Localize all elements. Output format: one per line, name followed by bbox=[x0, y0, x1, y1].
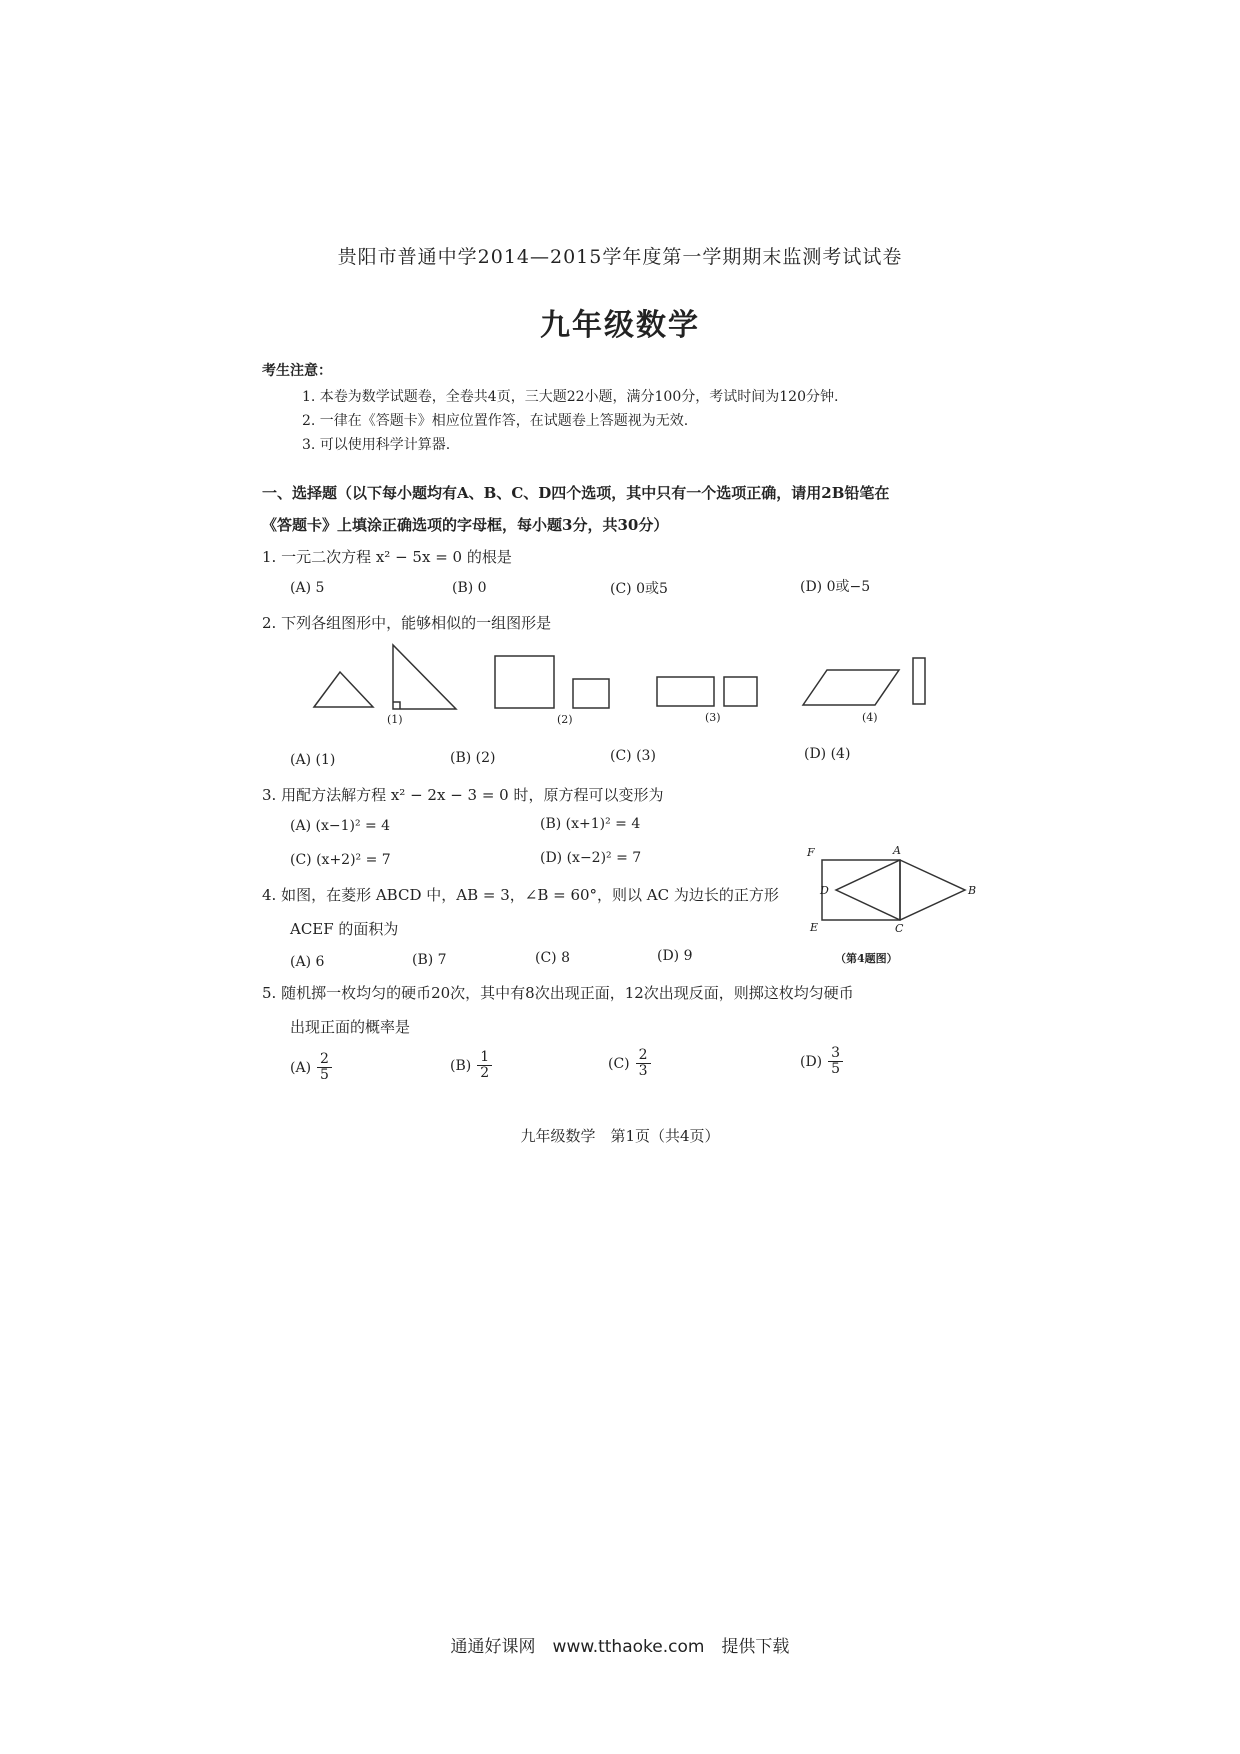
question-4-option-b: (B) 7 bbox=[412, 952, 447, 968]
question-1-stem: 1. 一元二次方程 x² − 5x = 0 的根是 bbox=[262, 548, 512, 566]
q4-label-a: A bbox=[893, 844, 901, 857]
question-2-option-b: (B) (2) bbox=[450, 750, 496, 766]
question-5-stem-line1: 5. 随机掷一枚均匀的硬币20次，其中有8次出现正面，12次出现反面，则掷这枚均匀硬币 bbox=[262, 984, 854, 1002]
question-1-option-c: (C) 0或5 bbox=[610, 581, 668, 597]
figure-2-large-square bbox=[495, 656, 554, 708]
notice-item-3: 3. 可以使用科学计算器. bbox=[302, 437, 451, 453]
figure-3-rectangle bbox=[657, 677, 714, 706]
question-3-option-a: (A) (x−1)² = 4 bbox=[290, 818, 391, 834]
question-5-option-a-fraction bbox=[317, 1052, 332, 1084]
figure-3-caption: (3) bbox=[705, 711, 721, 724]
fraction-denominator: 5 bbox=[320, 1067, 329, 1084]
exam-subtitle: 贵阳市普通中学2014—2015学年度第一学期期末监测考试试卷 bbox=[337, 246, 903, 268]
question-5-option-c-fraction bbox=[636, 1048, 651, 1080]
figure-2-small-square bbox=[573, 679, 609, 708]
figure-1-right-triangle bbox=[393, 645, 456, 709]
fraction-denominator: 3 bbox=[638, 1063, 648, 1080]
question-5-option-c bbox=[608, 1048, 651, 1080]
figure-4-caption: (4) bbox=[862, 711, 878, 724]
figure-4-parallelogram bbox=[803, 670, 899, 705]
figure-1-caption: (1) bbox=[387, 713, 403, 726]
question-5-option-a bbox=[290, 1052, 332, 1084]
question-5-option-d-label: (D) bbox=[800, 1053, 823, 1070]
question-5-stem-line2: 出现正面的概率是 bbox=[290, 1018, 411, 1036]
fraction-numerator: 1 bbox=[477, 1050, 492, 1066]
section-heading-line2: 《答题卡》上填涂正确选项的字母框，每小题3分，共30分） bbox=[262, 516, 669, 534]
figure-2-caption: (2) bbox=[557, 713, 573, 726]
question-2-option-d: (D) (4) bbox=[804, 746, 851, 762]
question-5-option-b bbox=[450, 1050, 492, 1082]
q4-label-e: E bbox=[810, 921, 819, 934]
page-footer: 九年级数学 第1页（共4页） bbox=[520, 1127, 720, 1145]
q4-label-f: F bbox=[807, 846, 815, 859]
exam-title: 九年级数学 bbox=[540, 308, 700, 343]
notice-item-1: 1. 本卷为数学试题卷，全卷共4页，三大题22小题，满分100分，考试时间为120分钟. bbox=[302, 389, 839, 405]
figure-3-square bbox=[724, 677, 757, 706]
figure-1-right-angle-mark bbox=[393, 702, 400, 709]
q4-figure-caption: （第4题图） bbox=[835, 952, 898, 965]
figure-4-thin-rectangle bbox=[913, 658, 925, 704]
fraction-numerator: 2 bbox=[317, 1052, 332, 1068]
fraction-denominator: 5 bbox=[831, 1061, 841, 1078]
question-1-option-a: (A) 5 bbox=[290, 580, 325, 596]
question-2-option-c: (C) (3) bbox=[610, 748, 656, 764]
fraction-denominator: 2 bbox=[480, 1065, 490, 1082]
question-2-stem: 2. 下列各组图形中，能够相似的一组图形是 bbox=[262, 614, 552, 632]
question-4-option-a: (A) 6 bbox=[290, 954, 325, 970]
question-3-stem: 3. 用配方法解方程 x² − 2x − 3 = 0 时，原方程可以变形为 bbox=[262, 786, 664, 804]
notice-item-2: 2. 一律在《答题卡》相应位置作答，在试题卷上答题视为无效. bbox=[302, 413, 689, 429]
fraction-numerator: 2 bbox=[636, 1048, 651, 1064]
q4-label-d: D bbox=[820, 884, 829, 897]
question-2-option-a: (A) (1) bbox=[290, 752, 336, 768]
fraction-numerator: 3 bbox=[828, 1046, 843, 1062]
question-4-option-c: (C) 8 bbox=[535, 950, 570, 966]
notice-heading: 考生注意： bbox=[262, 363, 332, 379]
q4-label-c: C bbox=[895, 922, 904, 935]
question-3-option-b: (B) (x+1)² = 4 bbox=[540, 816, 641, 832]
question-3-option-d: (D) (x−2)² = 7 bbox=[540, 850, 642, 866]
figure-1-triangle bbox=[314, 672, 373, 707]
download-credit: 通通好课网 www.tthaoke.com 提供下载 bbox=[450, 1637, 790, 1657]
question-5-option-c-label: (C) bbox=[608, 1055, 630, 1072]
question-5-option-a-label: (A) bbox=[290, 1059, 312, 1076]
q4-label-b: B bbox=[968, 884, 977, 897]
question-3-option-c: (C) (x+2)² = 7 bbox=[290, 852, 391, 868]
question-5-option-d bbox=[800, 1046, 843, 1078]
question-4-stem-line2: ACEF 的面积为 bbox=[290, 920, 399, 938]
question-1-option-d: (D) 0或−5 bbox=[800, 579, 871, 595]
question-4-option-d: (D) 9 bbox=[657, 948, 693, 964]
question-1-option-b: (B) 0 bbox=[452, 580, 487, 596]
question-5-option-d-fraction bbox=[828, 1046, 843, 1078]
section-heading-line1: 一、选择题（以下每小题均有A、B、C、D四个选项，其中只有一个选项正确，请用2B铅笔在 bbox=[262, 484, 890, 502]
q4-square-acef bbox=[822, 860, 900, 920]
question-5-option-b-label: (B) bbox=[450, 1057, 472, 1074]
question-4-stem-line1: 4. 如图，在菱形 ABCD 中，AB = 3，∠B = 60°，则以 AC 为边长的正方形 bbox=[262, 886, 779, 904]
question-5-option-b-fraction bbox=[477, 1050, 492, 1082]
